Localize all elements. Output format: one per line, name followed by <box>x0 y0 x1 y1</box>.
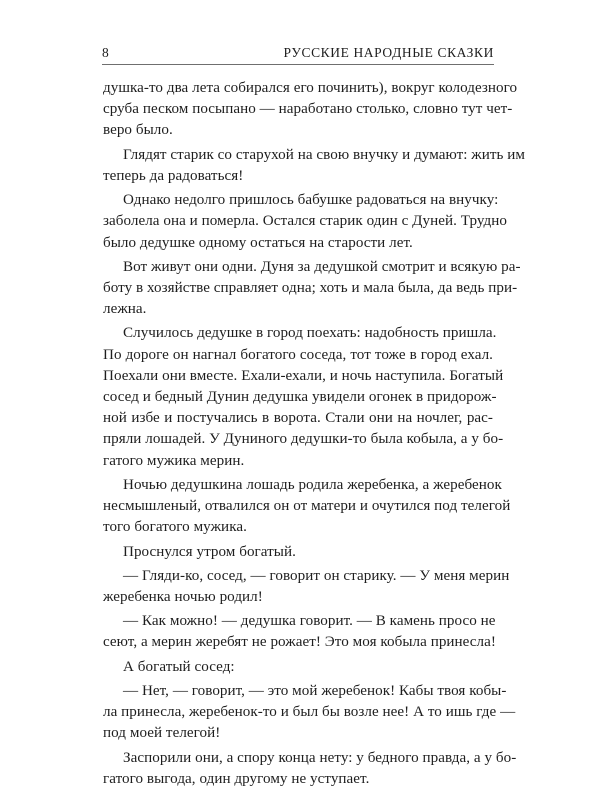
text-line: лежна. <box>103 301 147 318</box>
text-line: душка-то два лета собирался его починить), вокруг колодезного <box>103 80 518 96</box>
text-line: сеют, а мерин жеребят не рожает! Это моя кобыла принесла! <box>103 634 496 651</box>
paragraph <box>103 611 496 653</box>
text-line: пряли лошадей. У Дуниного дедушки-то была кобыла, а у бо- <box>103 431 504 448</box>
paragraph <box>103 78 518 142</box>
paragraph <box>103 748 517 790</box>
text-line: — Как можно! — дедушка говорит. — В камень просо не <box>123 613 496 630</box>
text-line: Вот живут они одни. Дуня за дедушкой смотрит и всякую ра- <box>123 258 521 275</box>
text-line: Однако недолго пришлось бабушке радоваться на внучку: <box>123 192 499 209</box>
text-line: гатого выгода, один другому не уступает. <box>103 770 370 787</box>
paragraph <box>103 475 511 539</box>
text-line: А богатый сосед: <box>123 658 235 675</box>
paragraph <box>103 566 510 608</box>
page-number: 8 <box>102 45 110 60</box>
text-line: сосед и бедный Дунин дедушка увидели огонек в придорож- <box>103 389 497 405</box>
text-line: — Нет, — говорит, — это мой жеребенок! Кабы твоя кобы- <box>123 683 507 699</box>
text-line: сруба песком посыпано — наработано столько, словно тут чет- <box>103 101 513 118</box>
book-title: РУССКИЕ НАРОДНЫЕ СКАЗКИ <box>283 45 494 60</box>
text-line: несмышленый, отвалился он от матери и очутился под телегой <box>103 498 511 515</box>
text-line: Случилось дедушке в город поехать: надобность пришла. <box>123 325 497 342</box>
text-line: жеребенка ночью родил! <box>103 588 263 605</box>
text-line: Глядят старик со старухой на свою внучку и думают: жить им <box>123 146 526 163</box>
paragraph <box>103 190 507 254</box>
text-line: теперь да радоваться! <box>103 167 244 184</box>
text-line: гатого мужика мерин. <box>103 452 245 469</box>
text-line: Поехали они вместе. Ехали-ехали, и ночь наступила. Богатый <box>103 367 504 384</box>
paragraph <box>103 657 493 678</box>
text-line: Проснулся утром богатый. <box>123 543 296 560</box>
text-line: ной избе и постучались в ворота. Стали они на ночлег, рас- <box>103 410 493 427</box>
text-line: Заспорили они, а спору конца нету: у бедного правда, а у бо- <box>123 749 517 766</box>
text-line: По дороге он нагнал богатого соседа, тот тоже в город ехал. <box>103 346 493 363</box>
text-line: Ночью дедушкина лошадь родила жеребенка, а жеребенок <box>123 476 502 493</box>
paragraph <box>103 323 504 471</box>
text-line: боту в хозяйстве справляет одна; хоть и мала была, да ведь при- <box>103 279 518 296</box>
paragraph <box>103 257 521 321</box>
text-line: того богатого мужика. <box>103 519 247 536</box>
text-line: было дедушке одному остаться на старости лет. <box>103 234 413 251</box>
paragraph <box>103 542 493 563</box>
text-line: ла принесла, жеребенок-то и был бы возле нее! А то ишь где — <box>103 704 516 721</box>
text-body <box>103 78 526 793</box>
paragraph <box>103 145 526 187</box>
running-header <box>102 42 494 65</box>
text-line: веро было. <box>103 122 173 139</box>
text-line: — Гляди-ко, сосед, — говорит он старику. — У меня мерин <box>123 567 510 584</box>
text-line: заболела она и померла. Остался старик один с Дуней. Трудно <box>103 213 507 230</box>
text-line: под моей телегой! <box>103 725 221 742</box>
paragraph <box>103 681 516 745</box>
